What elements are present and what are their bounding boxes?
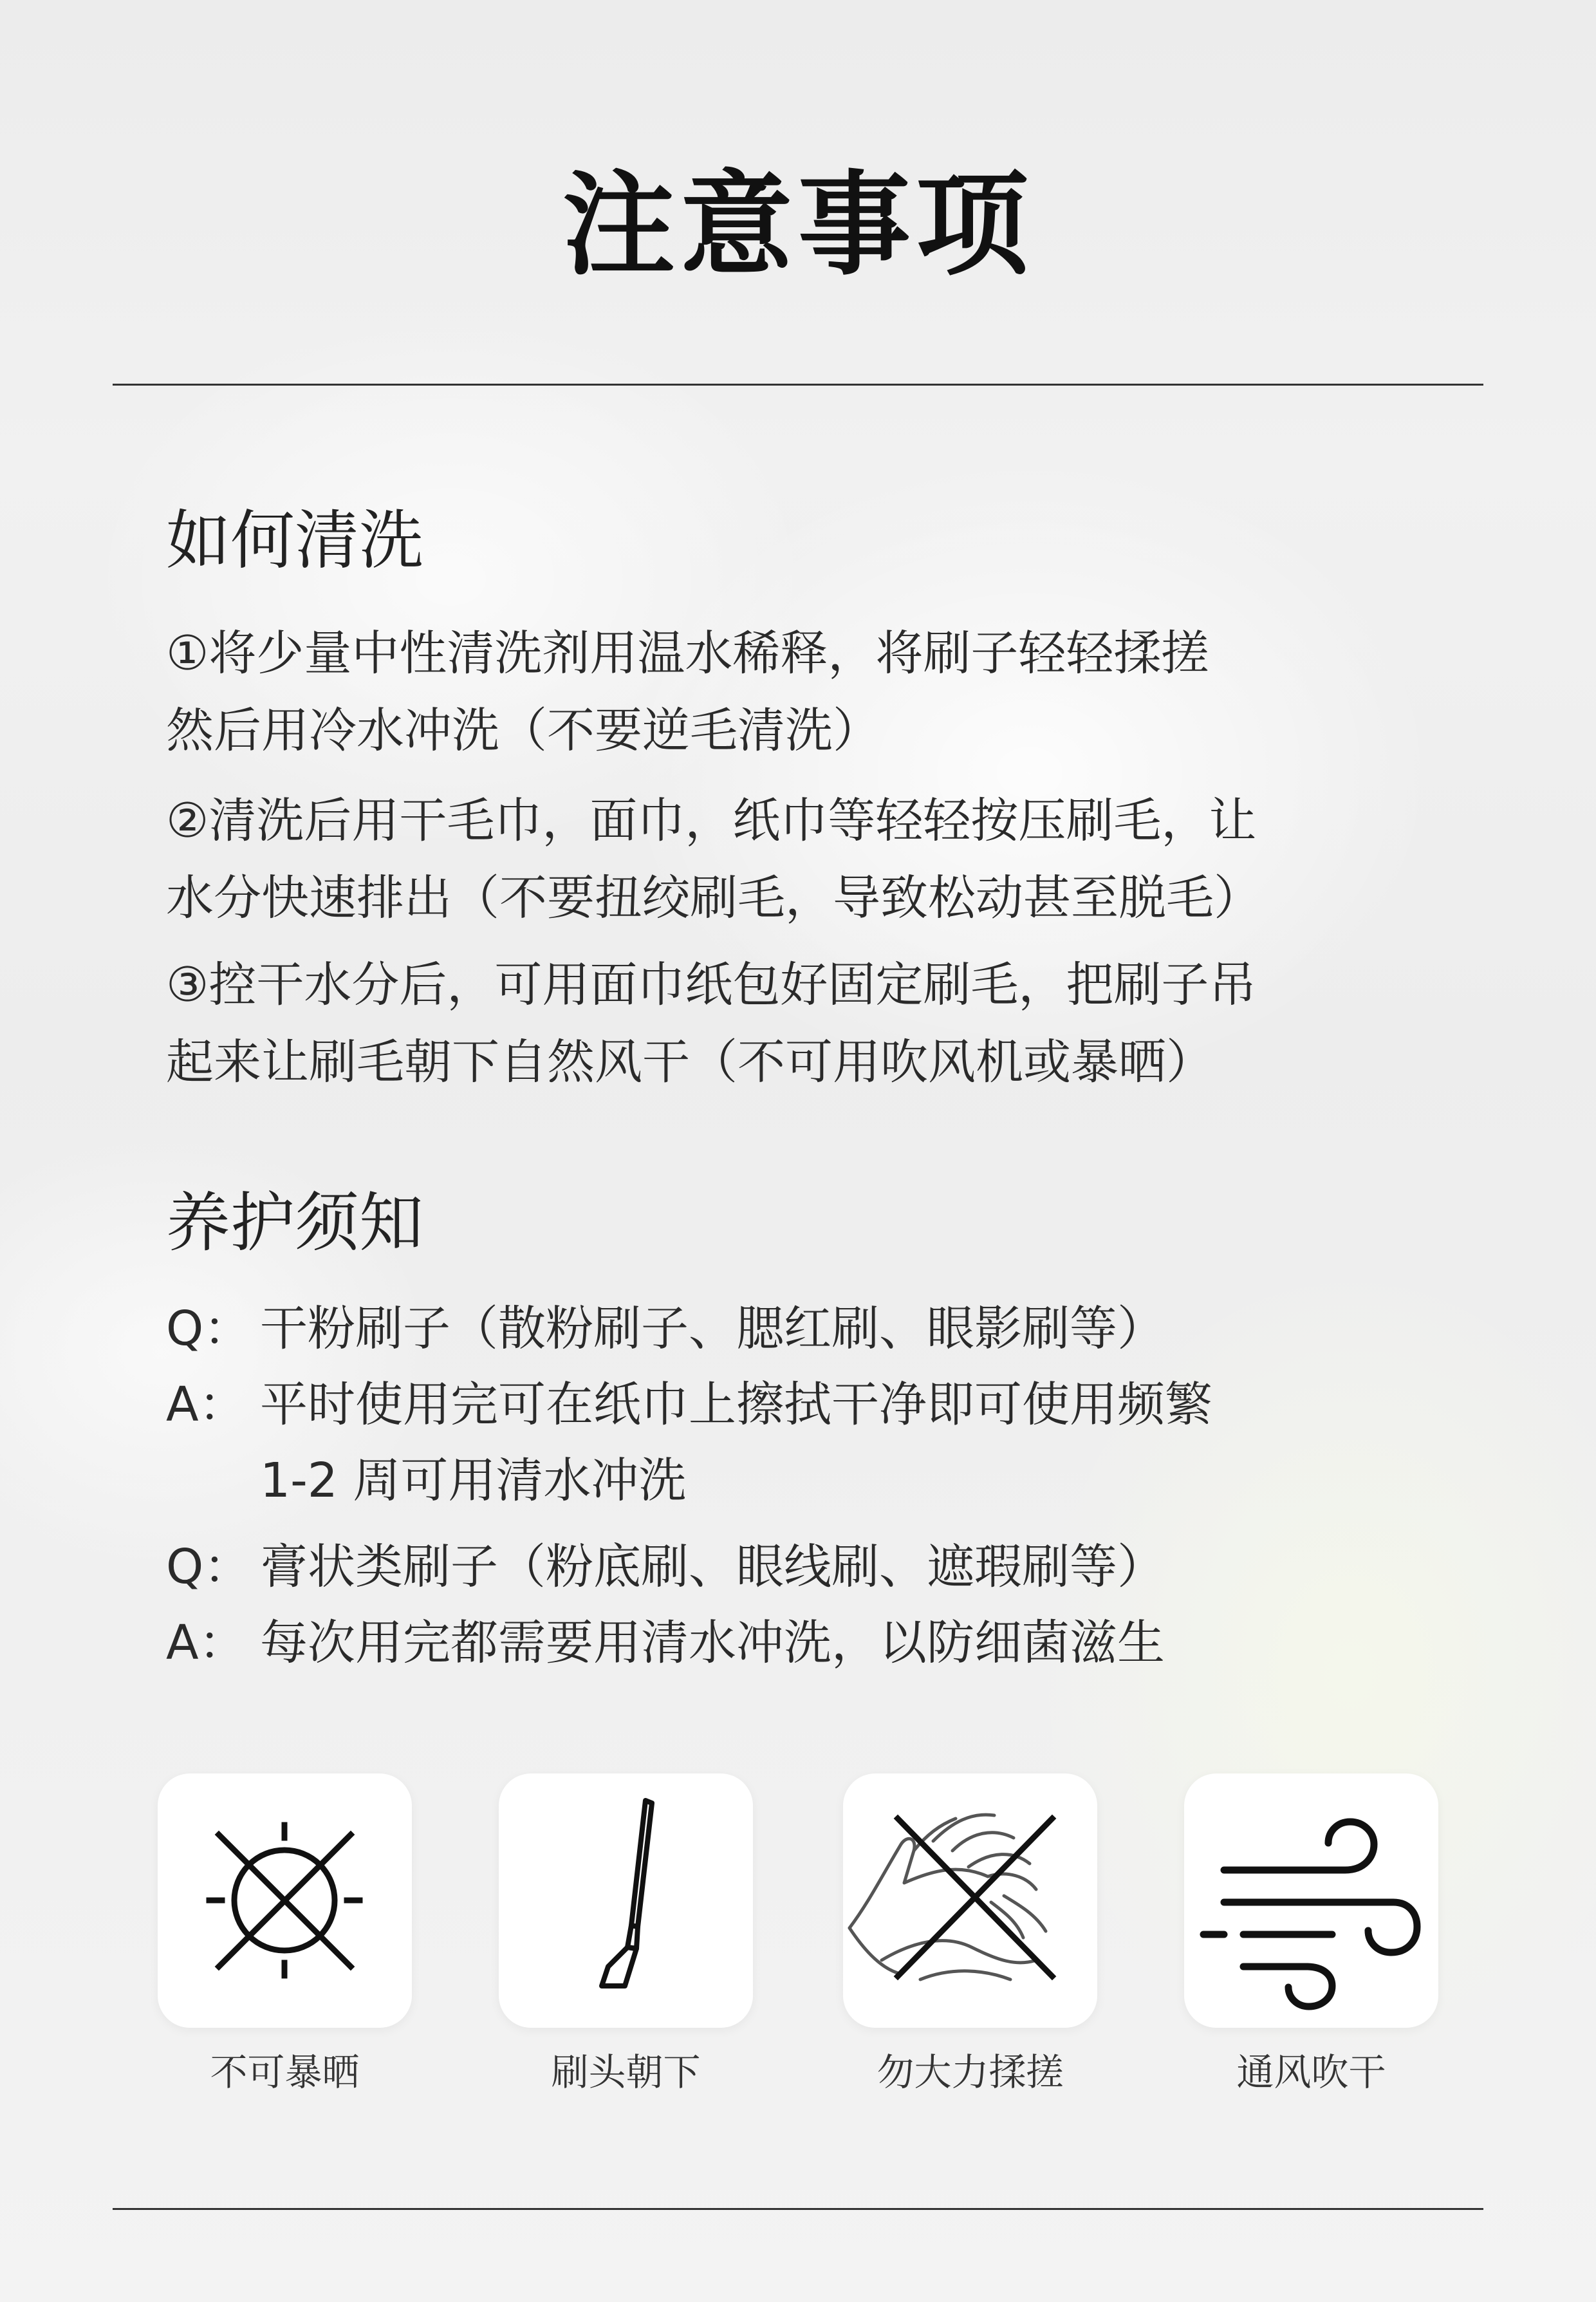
question-prefix: Q： bbox=[166, 1539, 252, 1595]
no-sun-icon bbox=[158, 1773, 412, 2028]
answer-prefix: A： bbox=[166, 1377, 246, 1432]
no-rub-card bbox=[843, 1773, 1097, 2028]
answer-text-continued: 1-2 周可用清水冲洗 bbox=[260, 1453, 687, 1508]
brush-down-icon bbox=[499, 1773, 753, 2028]
brush-down-label: 刷头朝下 bbox=[551, 2050, 701, 2094]
cleaning-step-1 bbox=[166, 615, 1453, 769]
wind-card bbox=[1184, 1773, 1438, 2028]
step-line: ②清洗后用干毛巾，面巾，纸巾等轻轻按压刷毛，让 bbox=[166, 793, 1257, 848]
cleaning-heading: 如何清洗 bbox=[166, 503, 423, 578]
cleaning-step-2 bbox=[166, 782, 1453, 937]
step-line: ③控干水分后，可用面巾纸包好固定刷毛，把刷子吊 bbox=[166, 957, 1257, 1013]
step-line: 水分快速排出（不要扭绞刷毛，导致松动甚至脱毛） bbox=[166, 870, 1261, 926]
bottom-divider bbox=[113, 2208, 1483, 2210]
wind-label: 通风吹干 bbox=[1236, 2050, 1386, 2094]
answer-row bbox=[166, 1367, 1453, 1443]
step-line: 起来让刷毛朝下自然风干（不可用吹风机或暴晒） bbox=[166, 1034, 1214, 1090]
question-text: 膏状类刷子（粉底刷、眼线刷、遮瑕刷等） bbox=[260, 1539, 1165, 1595]
question-row bbox=[166, 1529, 1453, 1605]
brush-down-card bbox=[499, 1773, 753, 2028]
step-line: 然后用冷水冲洗（不要逆毛清洗） bbox=[166, 703, 880, 758]
qa-block-1 bbox=[166, 1291, 1453, 1519]
answer-row bbox=[166, 1605, 1453, 1681]
answer-text: 每次用完都需要用清水冲洗，以防细菌滋生 bbox=[260, 1615, 1165, 1670]
no-rub-label: 勿大力揉搓 bbox=[877, 2050, 1064, 2094]
no-rub-icon bbox=[843, 1773, 1097, 2028]
answer-prefix: A： bbox=[166, 1615, 246, 1670]
wind-icon bbox=[1184, 1773, 1438, 2028]
qa-block-2 bbox=[166, 1529, 1453, 1681]
step-line: ①将少量中性清洗剂用温水稀释，将刷子轻轻揉搓 bbox=[166, 626, 1209, 681]
question-row bbox=[166, 1291, 1453, 1367]
question-text: 干粉刷子（散粉刷子、腮红刷、眼影刷等） bbox=[260, 1301, 1165, 1356]
no-sun-label: 不可暴晒 bbox=[210, 2050, 360, 2094]
care-heading: 养护须知 bbox=[166, 1185, 423, 1260]
page-title: 注意事项 bbox=[562, 160, 1034, 291]
question-prefix: Q： bbox=[166, 1301, 252, 1356]
no-sun-card bbox=[158, 1773, 412, 2028]
answer-text: 平时使用完可在纸巾上擦拭干净即可使用频繁 bbox=[260, 1377, 1212, 1432]
top-divider bbox=[113, 384, 1483, 386]
cleaning-step-3 bbox=[166, 946, 1453, 1101]
